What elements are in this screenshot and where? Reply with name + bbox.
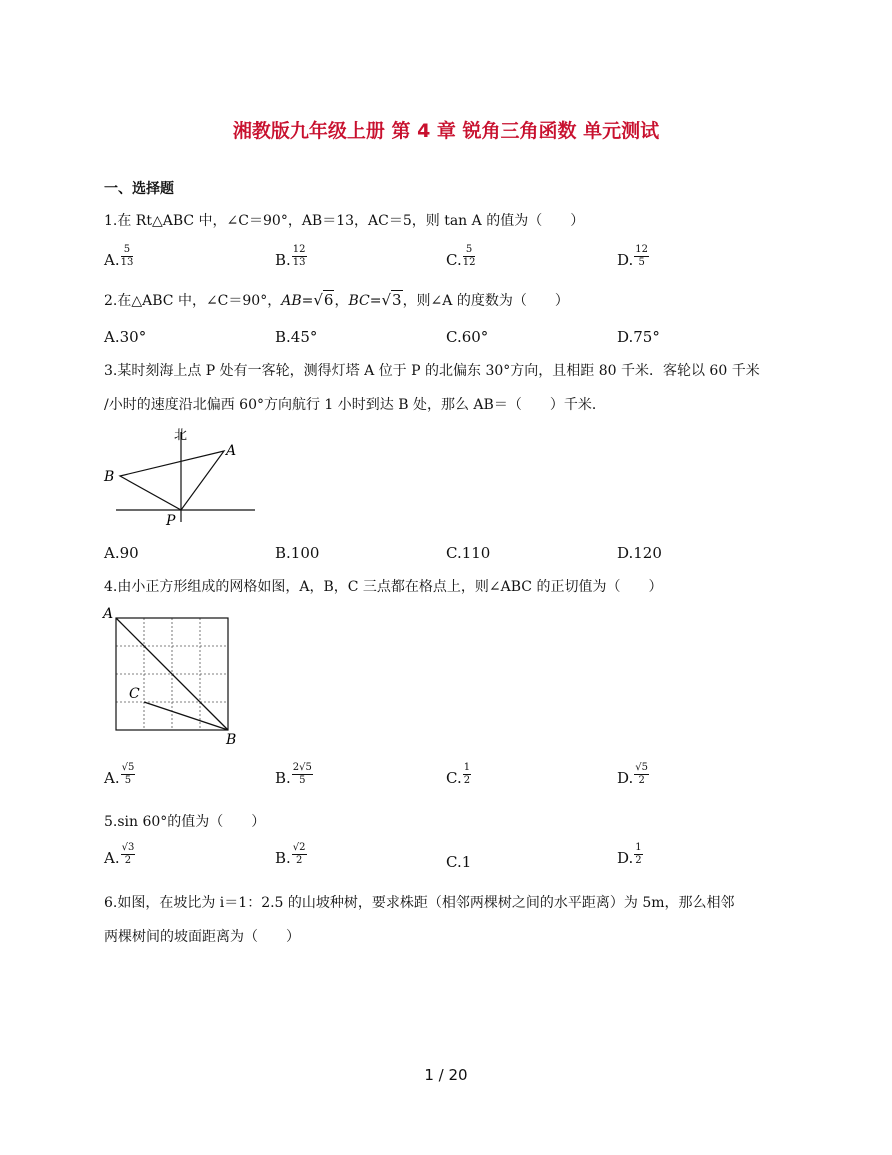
q4-grid-figure [100, 604, 250, 746]
point-a-label: A [226, 443, 237, 459]
section-heading: 一、选择题 [104, 181, 174, 197]
q5-option-a: A. $\frac{√3}{2}$ [104, 842, 135, 867]
question-3-line-1: 3.某时刻海上点 P 处有一客轮，测得灯塔 A 位于 P 的北偏东 30°方向，且相距 80 千米．客轮以 60 千米 [104, 363, 760, 379]
question-3-line-2: /小时的速度沿北偏西 60°方向航行 1 小时到达 B 处，那么 AB＝（ ）千米． [104, 397, 606, 413]
q3-option-b: B.100 [275, 544, 320, 562]
q3-figure [100, 422, 260, 532]
q3-option-d: D.120 [617, 544, 662, 562]
q4-option-b: B. $\frac{2√5}{5}$ [275, 762, 312, 787]
q2-option-a: A.30° [104, 328, 147, 346]
q4-option-d: D. $\frac{√5}{2}$ [617, 762, 649, 787]
triangle-abp [120, 451, 224, 510]
q4-option-c: C. $\frac{1}{2}$ [446, 762, 471, 787]
question-4-text: 4.由小正方形组成的网格如图，A，B，C 三点都在格点上，则∠ABC 的正切值为（ ） [104, 579, 663, 595]
segment-cb [144, 702, 228, 730]
q3-option-a: A.90 [104, 544, 139, 562]
question-1-text: 1.在 Rt△ABC 中，∠C＝90°，AB＝13，AC＝5，则 tan A 的值为（ ） [104, 213, 585, 229]
question-2-text: 2.在△ABC 中，∠C＝90°，AB=√6，BC=√3，则∠A 的度数为（ ） [104, 291, 569, 309]
q2-option-d: D.75° [617, 328, 660, 346]
q1-option-d: D. $\frac{12}{5}$ [617, 244, 648, 269]
q1-option-a: A. $\frac{5}{13}$ [104, 244, 134, 269]
q5-option-b: B. $\frac{√2}{2}$ [275, 842, 306, 867]
page-number: 1 / 20 [424, 1066, 468, 1084]
q3-option-c: C.110 [446, 544, 491, 562]
point-b-label: B [226, 732, 237, 746]
question-5-text: 5.sin 60°的值为（ ） [104, 814, 266, 830]
q2-option-b: B.45° [275, 328, 318, 346]
q5-option-d: D. $\frac{1}{2}$ [617, 842, 642, 867]
point-a-label: A [103, 606, 114, 622]
q1-option-b: B. $\frac{12}{13}$ [275, 244, 306, 269]
point-b-label: B [104, 469, 115, 485]
question-6-line-1: 6.如图，在坡比为 i＝1：2.5 的山坡种树，要求株距（相邻两棵树之间的水平距离）为 5m，那么相邻 [104, 895, 735, 911]
q2-option-c: C.60° [446, 328, 489, 346]
point-p-label: P [166, 513, 176, 529]
north-label: 北 [174, 428, 188, 443]
question-6-line-2: 两棵树间的坡面距离为（ ） [104, 929, 300, 945]
q4-option-a: A. $\frac{√5}{5}$ [104, 762, 135, 787]
document-title: 湘教版九年级上册 第 4 章 锐角三角函数 单元测试 [232, 120, 660, 142]
point-c-label: C [129, 686, 140, 702]
q1-option-c: C. $\frac{5}{12}$ [446, 244, 476, 269]
q5-option-c: C.1 [446, 853, 472, 871]
